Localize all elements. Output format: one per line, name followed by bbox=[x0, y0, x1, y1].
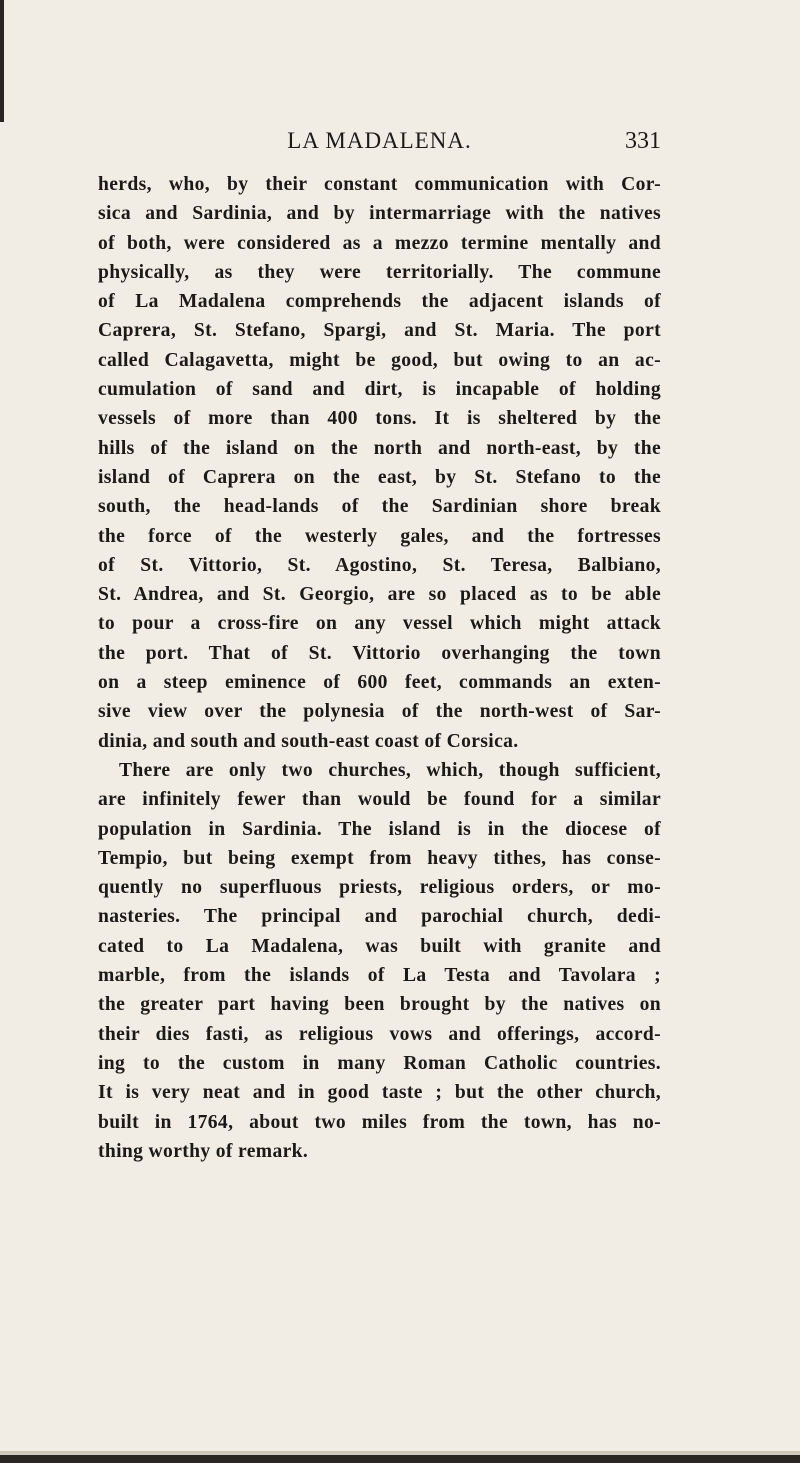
text-line: south, the head-lands of the Sardinian shore break bbox=[98, 496, 661, 518]
text-line: sive view over the polynesia of the north-west of Sar- bbox=[98, 701, 661, 723]
text-line: island of Caprera on the east, by St. Stefano to the bbox=[98, 466, 661, 488]
running-title: LA MADALENA. bbox=[287, 128, 472, 153]
text-line: called Calagavetta, might be good, but owing to an ac- bbox=[98, 349, 661, 371]
text-line: sica and Sardinia, and by intermarriage with the natives bbox=[98, 203, 661, 225]
text-line: of La Madalena comprehends the adjacent islands of bbox=[98, 291, 661, 313]
text-line: herds, who, by their constant communication with Cor- bbox=[98, 174, 661, 195]
body-text bbox=[98, 170, 661, 1166]
text-line: hills of the island on the north and north-east, by the bbox=[98, 437, 661, 459]
text-line: physically, as they were territorially. The commune bbox=[98, 261, 661, 283]
text-line: their dies fasti, as religious vows and offerings, accord- bbox=[98, 1023, 661, 1045]
paragraph-end-line: thing worthy of remark. bbox=[98, 1140, 309, 1162]
text-line: nasteries. The principal and parochial church, dedi- bbox=[98, 906, 661, 928]
page-bottom-edge bbox=[0, 1455, 800, 1463]
text-line: quently no superfluous priests, religious orders, or mo- bbox=[98, 877, 661, 899]
text-line: on a steep eminence of 600 feet, commands an exten- bbox=[98, 672, 661, 694]
page-number: 331 bbox=[625, 128, 661, 154]
text-line: to pour a cross-fire on any vessel which might attack bbox=[98, 613, 661, 635]
page-left-edge bbox=[0, 0, 4, 122]
running-head bbox=[98, 126, 661, 156]
text-line: marble, from the islands of La Testa and Tavolara ; bbox=[98, 965, 661, 987]
text-line: the greater part having been brought by the natives on bbox=[98, 994, 661, 1016]
text-line: population in Sardinia. The island is in the diocese of bbox=[98, 818, 661, 840]
text-line: cated to La Madalena, was built with granite and bbox=[98, 935, 661, 957]
text-line: of both, were considered as a mezzo termine mentally and bbox=[98, 232, 661, 254]
paragraph-end-line: dinia, and south and south-east coast of Corsica. bbox=[98, 730, 519, 752]
text-line: Tempio, but being exempt from heavy tithes, has conse- bbox=[98, 847, 661, 869]
text-line: the port. That of St. Vittorio overhanging the town bbox=[98, 642, 661, 664]
text-line: ing to the custom in many Roman Catholic countries. bbox=[98, 1052, 661, 1074]
text-line: It is very neat and in good taste ; but the other church, bbox=[98, 1082, 661, 1104]
text-line: cumulation of sand and dirt, is incapable of holding bbox=[98, 379, 661, 401]
text-line: St. Andrea, and St. Georgio, are so placed as to be able bbox=[98, 584, 661, 606]
text-line: built in 1764, about two miles from the town, has no- bbox=[98, 1111, 661, 1133]
text-line: the force of the westerly gales, and the fortresses bbox=[98, 525, 661, 547]
text-line: are infinitely fewer than would be found for a similar bbox=[98, 789, 661, 811]
text-line: vessels of more than 400 tons. It is sheltered by the bbox=[98, 408, 661, 430]
text-line: Caprera, St. Stefano, Spargi, and St. Maria. The port bbox=[98, 320, 661, 342]
paragraph-start-line: There are only two churches, which, though sufficient, bbox=[119, 759, 661, 781]
text-line: of St. Vittorio, St. Agostino, St. Teresa, Balbiano, bbox=[98, 554, 661, 576]
